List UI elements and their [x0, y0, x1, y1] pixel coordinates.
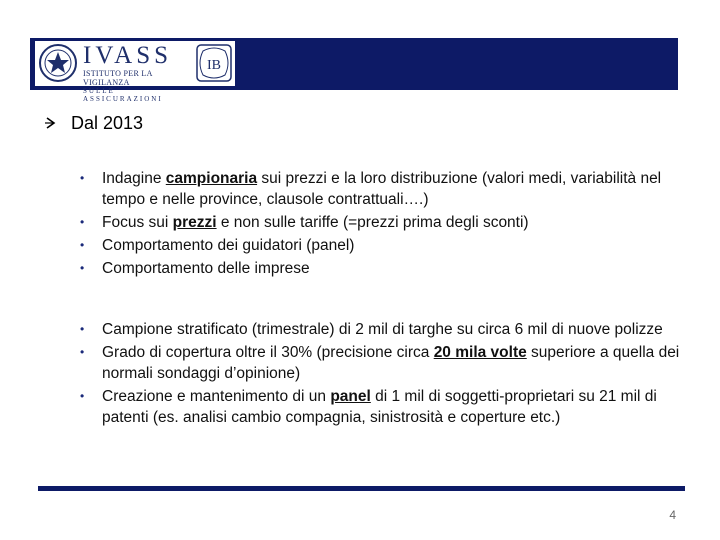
bullet-dot: •: [80, 322, 85, 336]
arrow-bullet-icon: [44, 116, 58, 130]
list-item: [78, 319, 688, 340]
item-text-pre: Creazione e mantenimento di un: [102, 388, 331, 405]
list-item: [78, 342, 688, 384]
list-item: [78, 258, 688, 279]
item-text-emphasis: campionaria: [165, 170, 258, 187]
bullet-list-1: [78, 168, 688, 281]
bank-emblem-icon: [195, 43, 233, 83]
page-number: 4: [669, 508, 676, 522]
item-text-post: di 1 mil di soggetti-proprietari su 21 mil di patenti (es. analisi cambio compagnia, sinistrosità e coperture etc.): [102, 388, 657, 426]
footer-divider: [38, 486, 685, 491]
item-text-post: superiore a quella dei normali sondaggi d’opinione): [102, 344, 680, 382]
item-text-emphasis: panel: [330, 388, 371, 405]
item-text-pre: Focus sui: [102, 214, 173, 231]
item-text-emphasis: 20 mila volte: [433, 344, 527, 361]
item-text-post: e non sulle tariffe (=prezzi prima degli sconti): [216, 214, 529, 231]
bullet-dot: •: [80, 215, 85, 229]
bullet-dot: •: [80, 171, 85, 185]
item-text-pre: Grado di copertura oltre il 30% (precisione circa: [102, 344, 434, 361]
bullet-dot: •: [80, 261, 85, 275]
logo-text: [83, 43, 193, 103]
logo-sub1: ISTITUTO PER LA VIGILANZA: [83, 69, 153, 87]
logo-sub2: SULLE ASSICURAZIONI: [83, 87, 163, 103]
list-item: [78, 168, 688, 210]
ivass-logo: [35, 41, 235, 103]
list-item: [78, 235, 688, 256]
item-text-pre: Comportamento delle imprese: [102, 260, 310, 277]
bullet-dot: •: [80, 238, 85, 252]
list-item: [78, 386, 688, 428]
logo-main: IVASS: [83, 42, 173, 69]
italian-emblem-icon: [38, 43, 78, 83]
bullet-dot: •: [80, 389, 85, 403]
item-text-pre: Indagine: [102, 170, 166, 187]
item-text-pre: Campione stratificato (trimestrale) di 2 mil di targhe su circa 6 mil di nuove polizze: [102, 321, 663, 338]
heading-text: Dal 2013: [71, 113, 144, 133]
bullet-dot: •: [80, 345, 85, 359]
section-heading: [44, 112, 143, 134]
svg-text:IB: IB: [207, 58, 221, 73]
bullet-list-2: [78, 319, 688, 430]
item-text-pre: Comportamento dei guidatori (panel): [102, 237, 355, 254]
item-text-post: sui prezzi e la loro distribuzione (valori medi, variabilità nel tempo e nelle province, clausole contrattuali….): [102, 170, 662, 208]
item-text-emphasis: prezzi: [172, 214, 217, 231]
list-item: [78, 212, 688, 233]
